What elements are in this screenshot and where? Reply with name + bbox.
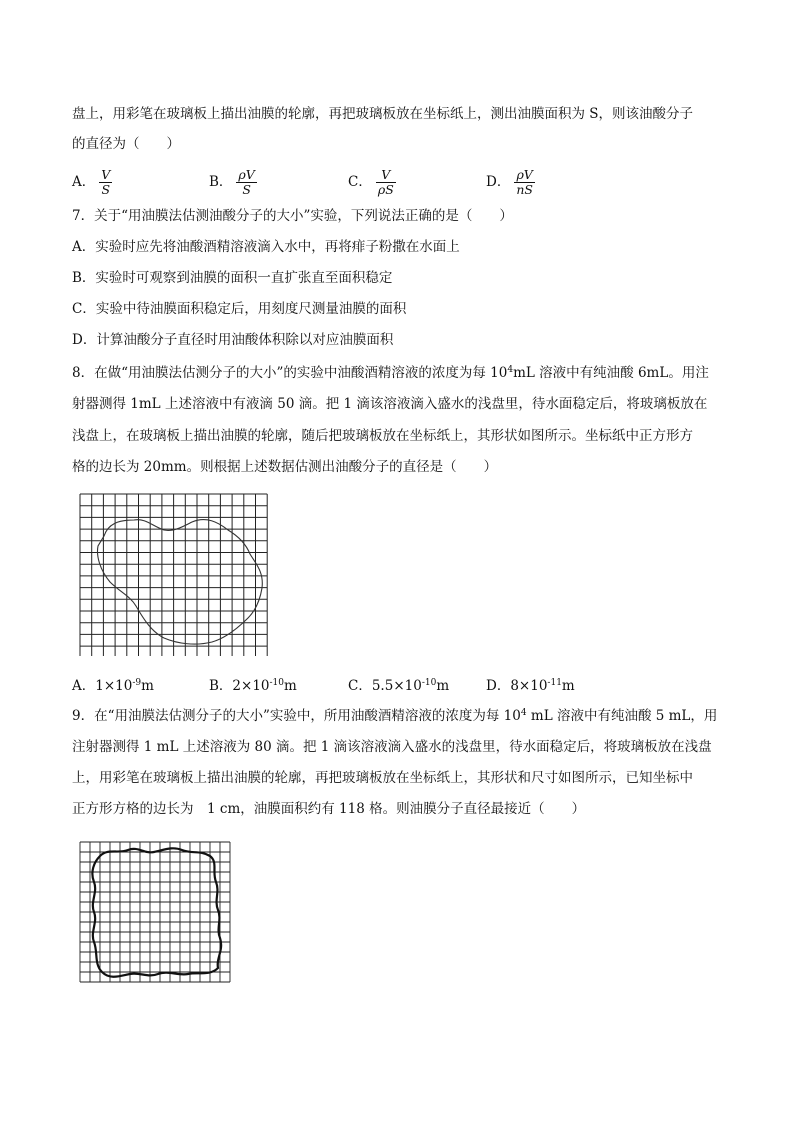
q9-stem-line-3: 上，用彩笔在玻璃板上描出油膜的轮廓，再把玻璃板放在坐标纸上，其形状和尺寸如图所示，已知坐标中 [72,770,693,786]
q9-stem-line-1: 9．在“用油膜法估测分子的大小”实验中，所用油酸酒精溶液的浓度为每 $10^4$ mL 溶液中有纯油酸 5 mL，用 [72,708,718,724]
q6-option-c[interactable] [348,168,396,197]
q8-stem-line-4: 格的边长为 20mm。则根据上述数据估测出油酸分子的直径是（ ） [72,459,498,475]
option-label: C． [348,174,372,190]
q8-option-d[interactable]: D．$8\times 10^{-11}m$ [486,678,575,694]
option-label: A． [72,174,96,190]
q8-option-a[interactable]: A．$1\times 10^{-9}m$ [72,678,154,694]
q7-option-d[interactable]: D．计算油酸分子直径时用油酸体积除以对应油膜面积 [72,332,394,348]
q9-oil-film-grid-figure [78,840,234,990]
q7-stem: 7．关于“用油膜法估测油酸分子的大小”实验，下列说法正确的是（ ） [72,208,513,224]
oil-film-outline [98,520,263,645]
q8-option-b[interactable]: B．$2\times 10^{-10}m$ [209,678,297,694]
oil-film-outline [92,848,221,976]
fraction: $\frac{\rho V}{S}$ [238,167,255,197]
q6-option-a[interactable] [72,168,112,197]
q6-option-b[interactable] [209,168,257,197]
q7-option-b[interactable]: B．实验时可观察到油膜的面积一直扩张直至面积稳定 [72,270,393,286]
q6-option-d[interactable] [486,168,535,197]
q8-stem-line-2: 射器测得 1mL 上述溶液中有液滴 50 滴。把 1 滴该溶液滴入盛水的浅盘里，待水面稳定后，将玻璃板放在 [72,396,708,412]
q9-stem-line-4: 正方形方格的边长为 1 cm，油膜面积约有 118 格。则油膜分子直径最接近（ ） [72,801,586,817]
fraction: $\frac{V}{\rho S}$ [377,167,394,197]
q8-stem-line-3: 浅盘上，在玻璃板上描出油膜的轮廓，随后把玻璃板放在坐标纸上，其形状如图所示。坐标纸中正方形方 [72,428,693,444]
q6-stem-line-2: 的直径为（ ） [72,136,180,152]
fraction: $\frac{\rho V}{nS}$ [516,167,533,197]
fraction: $\frac{V}{S}$ [101,167,111,197]
option-label: B． [209,174,233,190]
q9-stem-line-2: 注射器测得 1 mL 上述溶液为 80 滴。把 1 滴该溶液滴入盛水的浅盘里，待水面稳定后，将玻璃板放在浅盘 [72,739,712,755]
grid-lines [80,494,267,656]
q7-option-a[interactable]: A．实验时应先将油酸酒精溶液滴入水中，再将痱子粉撒在水面上 [72,239,460,255]
q8-stem-line-1: 8．在做“用油膜法估测分子的大小”的实验中油酸酒精溶液的浓度为每 $10^4mL$ 溶液中有纯油酸 6mL。用注 [72,365,709,381]
q6-stem-line-1: 盘上，用彩笔在玻璃板上描出油膜的轮廓，再把玻璃板放在坐标纸上，测出油膜面积为 S，则该油酸分子 [72,106,694,122]
grid-lines [80,842,230,982]
q8-option-c[interactable]: C．$5.5\times 10^{-10}m$ [348,678,450,694]
q8-oil-film-grid-figure [78,492,268,656]
q7-option-c[interactable]: C．实验中待油膜面积稳定后，用刻度尺测量油膜的面积 [72,301,407,317]
option-label: D． [486,174,511,190]
